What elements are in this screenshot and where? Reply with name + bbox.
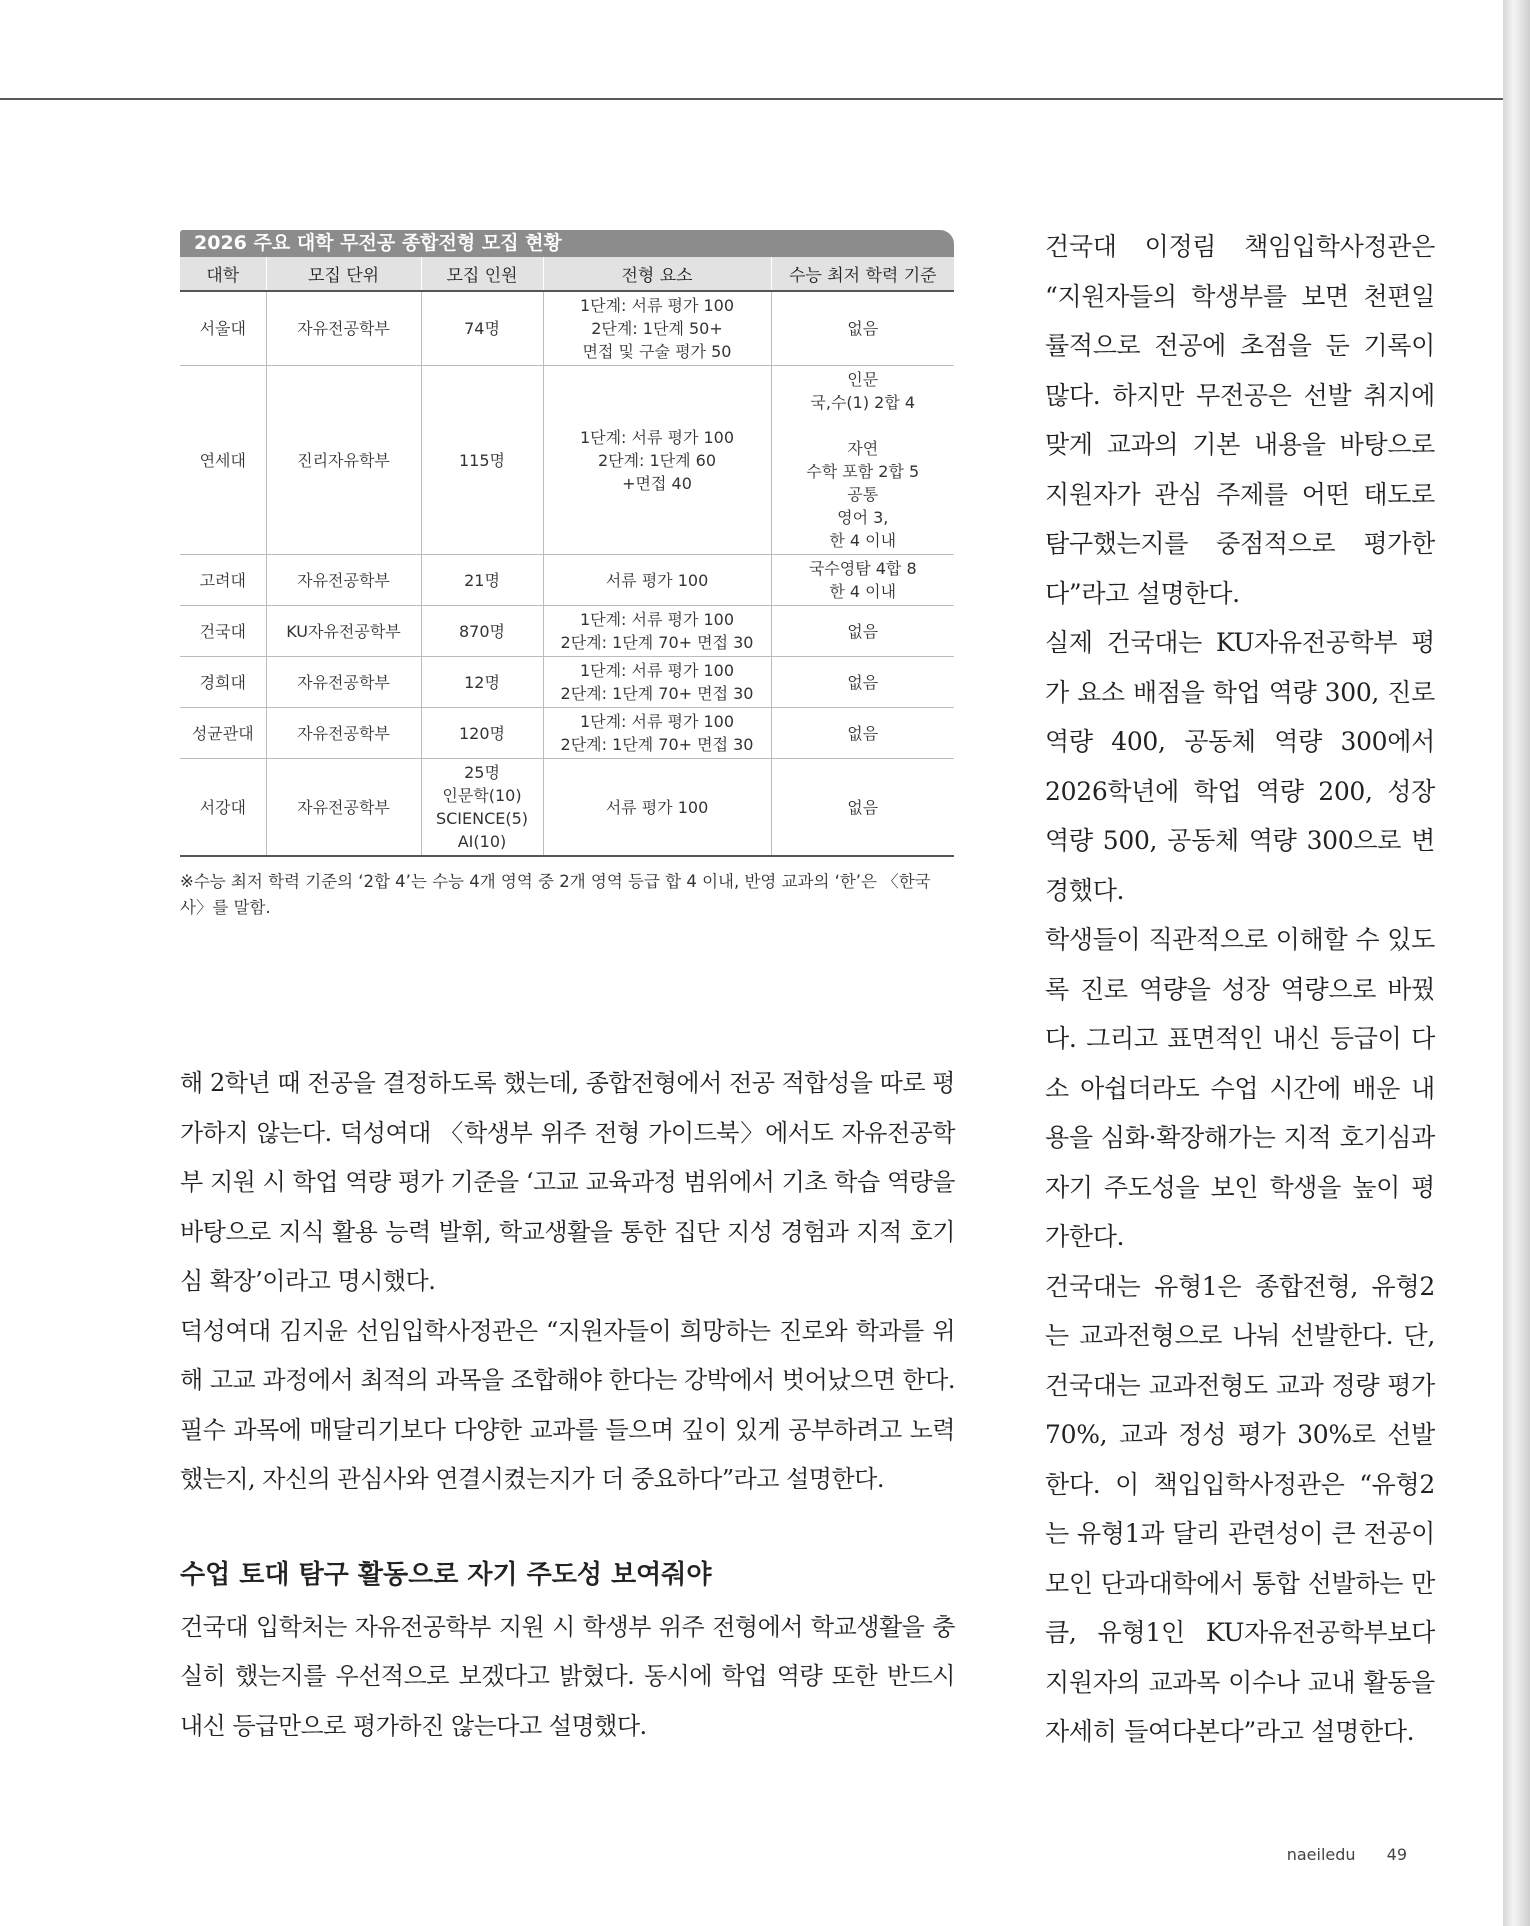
cell-elements: [543, 555, 771, 606]
cell-minimum: [771, 366, 954, 555]
cell-count: [421, 708, 543, 759]
cell-university: 경희대: [180, 657, 266, 708]
cell-university: 성균관대: [180, 708, 266, 759]
cell-count: [421, 657, 543, 708]
cell-elements-line: 2단계: 1단계 60: [597, 450, 717, 470]
header-minimum: 수능 최저 학력 기준: [771, 257, 954, 291]
cell-elements: [543, 291, 771, 366]
cell-minimum: [771, 291, 954, 366]
cell-count-line: 12명: [464, 672, 500, 692]
cell-minimum-line: 없음: [847, 319, 879, 338]
top-rule: [0, 98, 1503, 100]
table-body: [180, 291, 954, 856]
cell-minimum-line: 한 4 이내: [829, 531, 897, 550]
table-header-row: [180, 257, 954, 291]
cell-elements-line: 1단계: 서류 평가 100: [579, 661, 735, 680]
right-paragraph: 학생들이 직관적으로 이해할 수 있도록 진로 역량을 성장 역량으로 바꿨다. 그리고 표면적인 내신 등급이 다소 아쉽더라도 수업 시간에 배운 내용을 심화·확장해가는 지적 호기심과 자기 주도성을 보인 학생을 높이 평가한다.: [1045, 925, 1435, 1251]
cell-minimum-line: 없음: [847, 797, 879, 817]
cell-elements: [543, 606, 771, 657]
cell-university: 고려대: [180, 555, 266, 606]
cell-minimum: [771, 708, 954, 759]
cell-count-line: 120명: [459, 723, 505, 743]
left-paragraph: 해 2학년 때 전공을 결정하도록 했는데, 종합전형에서 전공 적합성을 따로 평가하지 않는다. 덕성여대 〈학생부 위주 전형 가이드북〉에서도 자유전공학부 지원 시 학업 역량 평가 기준을 ‘고교 교육과정 범위에서 기초 학습 역량을 바탕으로 지식 활용 능력 발휘, 학교생활을 통한 집단 지성 경험과 지적 호기심 확장’이라고 명시했다.: [180, 1069, 955, 1295]
left-column: [180, 1059, 955, 1751]
cell-minimum-line: 영어 3,: [837, 508, 889, 527]
cell-unit: 자유전공학부: [266, 759, 421, 857]
cell-count: [421, 291, 543, 366]
header-elements: 전형 요소: [543, 257, 771, 291]
cell-count: [421, 555, 543, 606]
recruitment-table-box: [180, 230, 954, 921]
cell-unit: KU자유전공학부: [266, 606, 421, 657]
cell-count: [421, 366, 543, 555]
cell-elements-line: 1단계: 서류 평가 100: [579, 427, 735, 447]
page-number: 49: [1386, 1845, 1407, 1864]
cell-elements-line: 면접 및 구술 평가 50: [582, 342, 732, 361]
cell-elements-line: 서류 평가 100: [605, 797, 709, 817]
cell-elements-line: 2단계: 1단계 50+: [591, 319, 723, 338]
table-row: [180, 606, 954, 657]
cell-count-line: 870명: [459, 621, 505, 641]
cell-minimum-line: 없음: [847, 621, 879, 641]
cell-elements-line: 1단계: 서류 평가 100: [579, 296, 735, 315]
header-unit: 모집 단위: [266, 257, 421, 291]
cell-minimum-line: 없음: [847, 723, 879, 743]
cell-minimum-line: [774, 414, 953, 437]
cell-count-line: 74명: [464, 319, 500, 338]
cell-minimum-line: 국수영탐 4합 8: [808, 559, 917, 578]
cell-count-line: 25명: [464, 763, 500, 782]
cell-elements-line: 2단계: 1단계 70+ 면접 30: [560, 684, 754, 703]
cell-count-line: 인문학(10): [442, 786, 522, 805]
right-paragraph: 건국대 이정림 책임입학사정관은 “지원자들의 학생부를 보면 천편일률적으로 전공에 초점을 둔 기록이 많다. 하지만 무전공은 선발 취지에 맞게 교과의 기본 내용을 바탕으로 지원자가 관심 주제를 어떤 태도로 탐구했는지를 중점적으로 평가한다”라고 설명한다.: [1045, 232, 1435, 608]
cell-university: 서강대: [180, 759, 266, 857]
cell-minimum: [771, 555, 954, 606]
cell-count: [421, 759, 543, 857]
left-paragraph: 건국대 입학처는 자유전공학부 지원 시 학생부 위주 전형에서 학교생활을 충실히 했는지를 우선적으로 보겠다고 밝혔다. 동시에 학업 역량 또한 반드시 내신 등급만으로 평가하진 않는다고 설명했다.: [180, 1612, 955, 1740]
cell-count: [421, 606, 543, 657]
footer-brand: naeiledu: [1286, 1845, 1356, 1864]
right-paragraph: 실제 건국대는 KU자유전공학부 평가 요소 배점을 학업 역량 300, 진로 역량 400, 공동체 역량 300에서 2026학년에 학업 역량 200, 성장 역량 500, 공동체 역량 300으로 변경했다.: [1045, 628, 1435, 905]
cell-elements-line: 2단계: 1단계 70+ 면접 30: [560, 735, 754, 754]
cell-elements: [543, 759, 771, 857]
right-paragraph: 건국대는 유형1은 종합전형, 유형2는 교과전형으로 나눠 선발한다. 단, 건국대는 교과전형도 교과 정량 평가 70%, 교과 정성 평가 30%로 선발한다. 이 책입입학사정관은 “유형2는 유형1과 달리 관련성이 큰 전공이 모인 단과대학에서 통합 선발하는 만큼, 유형1인 KU자유전공학부보다 지원자의 교과목 이수나 교내 활동을 자세히 들여다본다”라고 설명한다.: [1045, 1271, 1435, 1746]
table-row: [180, 291, 954, 366]
right-column: [1045, 222, 1435, 1757]
cell-unit: 진리자유학부: [266, 366, 421, 555]
cell-count-line: 115명: [459, 450, 505, 470]
page-edge: [1503, 0, 1530, 1926]
cell-count-line: AI(10): [457, 832, 507, 851]
cell-minimum-line: 수학 포함 2합 5: [806, 462, 920, 481]
cell-minimum: [771, 759, 954, 857]
recruitment-table: [180, 257, 954, 857]
left-paragraph: 덕성여대 김지윤 선임입학사정관은 “지원자들이 희망하는 진로와 학과를 위해 고교 과정에서 최적의 과목을 조합해야 한다는 강박에서 벗어났으면 한다. 필수 과목에 매달리기보다 다양한 교과를 들으며 깊이 있게 공부하려고 노력했는지, 자신의 관심사와 연결시켰는지가 더 중요하다”라고 설명한다.: [180, 1316, 955, 1493]
table-row: [180, 708, 954, 759]
cell-elements-line: 서류 평가 100: [605, 570, 709, 590]
header-count: 모집 인원: [421, 257, 543, 291]
cell-elements-line: 2단계: 1단계 70+ 면접 30: [560, 633, 754, 652]
table-row: [180, 657, 954, 708]
cell-elements: [543, 366, 771, 555]
cell-minimum-line: 자연: [847, 439, 879, 458]
table-row: [180, 366, 954, 555]
table-row: [180, 555, 954, 606]
cell-unit: 자유전공학부: [266, 291, 421, 366]
cell-unit: 자유전공학부: [266, 708, 421, 759]
cell-minimum: [771, 606, 954, 657]
cell-minimum-line: 국,수(1) 2합 4: [810, 393, 916, 412]
cell-count-line: SCIENCE(5): [435, 809, 529, 828]
cell-minimum-line: 인문: [847, 370, 879, 389]
header-university: 대학: [180, 257, 266, 291]
cell-university: 건국대: [180, 606, 266, 657]
cell-minimum-line: 한 4 이내: [829, 582, 897, 601]
cell-elements: [543, 708, 771, 759]
cell-minimum-line: 없음: [847, 672, 879, 692]
cell-elements-line: 1단계: 서류 평가 100: [579, 712, 735, 731]
cell-elements-line: +면접 40: [622, 473, 692, 493]
cell-minimum-line: 공통: [847, 485, 879, 504]
cell-elements-line: 1단계: 서류 평가 100: [579, 610, 735, 629]
table-row: [180, 759, 954, 857]
cell-unit: 자유전공학부: [266, 657, 421, 708]
cell-unit: 자유전공학부: [266, 555, 421, 606]
page-footer: [1287, 1845, 1407, 1864]
table-footnote: ※수능 최저 학력 기준의 ‘2합 4’는 수능 4개 영역 중 2개 영역 등급 합 4 이내, 반영 교과의 ‘한’은 〈한국사〉를 말함.: [180, 872, 931, 917]
cell-elements: [543, 657, 771, 708]
cell-university: 서울대: [180, 291, 266, 366]
cell-university: 연세대: [180, 366, 266, 555]
cell-minimum: [771, 657, 954, 708]
table-title: 2026 주요 대학 무전공 종합전형 모집 현황: [180, 230, 954, 257]
section-subheading: 수업 토대 탐구 활동으로 자기 주도성 보여줘야: [180, 1559, 712, 1590]
cell-count-line: 21명: [464, 570, 500, 590]
